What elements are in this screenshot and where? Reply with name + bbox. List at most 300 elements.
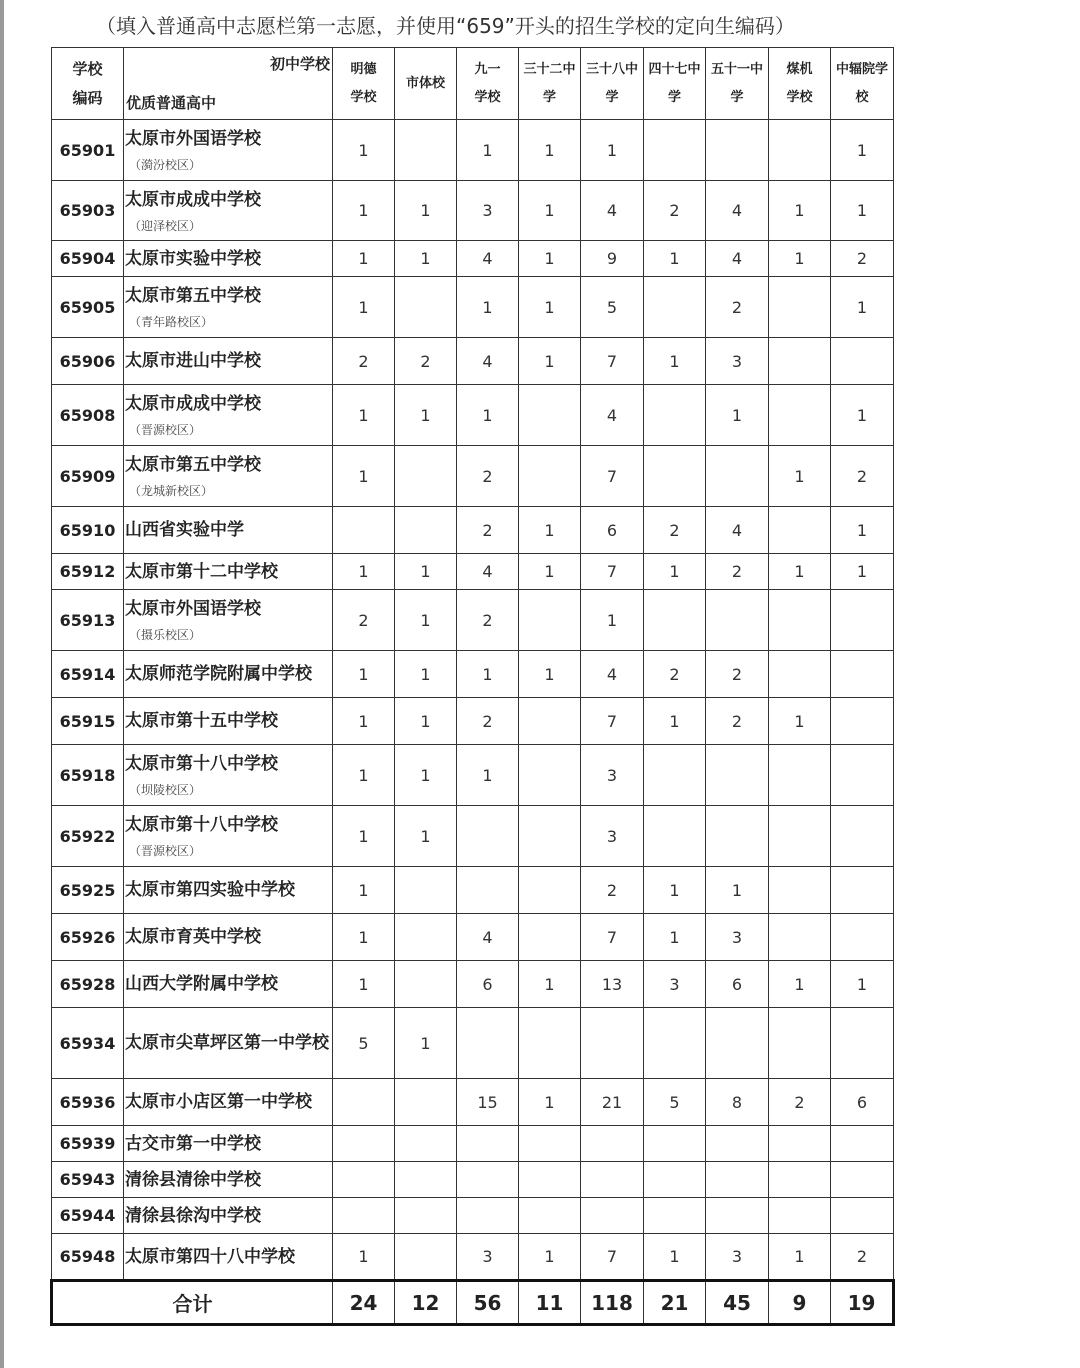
school-name: 太原师范学院附属中学校 — [125, 664, 312, 684]
quota-cell: 5 — [581, 277, 644, 338]
quota-cell — [519, 914, 581, 961]
quota-cell — [769, 1126, 831, 1162]
quota-cell: 7 — [581, 698, 644, 745]
header-col-1 — [333, 48, 395, 120]
header-col-top: 三十二中 — [523, 61, 576, 77]
header-name-cell — [124, 48, 333, 120]
quota-cell: 1 — [519, 554, 581, 590]
school-name-cell — [124, 914, 333, 961]
quota-cell: 2 — [831, 446, 894, 507]
quota-cell — [457, 1126, 519, 1162]
header-col-bottom: 学 — [542, 89, 556, 105]
quota-cell: 1 — [395, 590, 457, 651]
table-row — [52, 914, 894, 961]
quota-cell — [519, 867, 581, 914]
quota-cell: 1 — [769, 554, 831, 590]
quota-cell — [519, 590, 581, 651]
table-row — [52, 867, 894, 914]
quota-cell: 1 — [519, 181, 581, 241]
quota-cell — [457, 1162, 519, 1198]
quota-cell: 9 — [581, 241, 644, 277]
school-name: 太原市第四十八中学校 — [125, 1246, 295, 1267]
school-code: 65901 — [52, 120, 124, 181]
quota-cell: 2 — [706, 698, 769, 745]
school-code: 65934 — [52, 1008, 124, 1079]
quota-cell: 7 — [581, 338, 644, 385]
header-col-8 — [769, 48, 831, 120]
campus-note: （龙城新校区） — [129, 484, 214, 498]
school-name: 太原市育英中学校 — [125, 927, 261, 947]
campus-note: （青年路校区） — [129, 315, 214, 329]
quota-cell: 2 — [457, 590, 519, 651]
quota-cell — [769, 745, 831, 806]
campus-note: （摄乐校区） — [129, 628, 202, 642]
quota-cell — [831, 1198, 894, 1234]
quota-cell — [769, 590, 831, 651]
quota-cell: 1 — [333, 914, 395, 961]
quota-cell: 3 — [706, 338, 769, 385]
header-col-2 — [395, 48, 457, 120]
school-name: 太原市第十五中学校 — [125, 711, 278, 731]
quota-cell: 4 — [457, 554, 519, 590]
header-col-9 — [831, 48, 894, 120]
school-name-cell — [124, 1079, 333, 1126]
quota-cell — [644, 120, 706, 181]
quota-cell: 2 — [581, 867, 644, 914]
quota-cell: 1 — [333, 1234, 395, 1281]
school-name: 太原市成成中学校 — [125, 189, 261, 210]
quota-cell: 6 — [831, 1079, 894, 1126]
school-name: 太原市进山中学校 — [125, 351, 261, 371]
quota-cell: 2 — [395, 338, 457, 385]
quota-cell: 1 — [519, 651, 581, 698]
quota-cell — [769, 651, 831, 698]
quota-cell — [519, 806, 581, 867]
table-row — [52, 651, 894, 698]
quota-cell: 1 — [831, 277, 894, 338]
quota-cell — [644, 1198, 706, 1234]
quota-cell: 2 — [831, 1234, 894, 1281]
school-name: 太原市第十八中学校 — [125, 754, 278, 774]
school-code: 65913 — [52, 590, 124, 651]
quota-cell: 2 — [457, 507, 519, 554]
quota-cell — [706, 806, 769, 867]
quota-cell — [457, 1198, 519, 1234]
quota-cell: 1 — [581, 590, 644, 651]
quota-cell: 13 — [581, 961, 644, 1008]
quota-cell — [706, 1008, 769, 1079]
campus-note: （迎泽校区） — [129, 218, 202, 233]
school-name: 太原市第十八中学校 — [125, 815, 278, 835]
school-code: 65905 — [52, 277, 124, 338]
quota-cell — [831, 1126, 894, 1162]
quota-cell — [581, 1008, 644, 1079]
school-name: 清徐县徐沟中学校 — [125, 1205, 261, 1226]
quota-cell: 1 — [644, 914, 706, 961]
school-name-cell — [124, 338, 333, 385]
quota-cell: 1 — [644, 241, 706, 277]
total-value: 19 — [831, 1281, 894, 1325]
quota-cell: 4 — [457, 338, 519, 385]
quota-cell — [519, 745, 581, 806]
school-name-cell — [124, 277, 333, 338]
header-code-bottom: 编码 — [72, 88, 103, 107]
quota-cell: 1 — [831, 120, 894, 181]
header-col-bottom: 学校 — [474, 89, 501, 105]
quota-cell: 1 — [395, 651, 457, 698]
table-row — [52, 961, 894, 1008]
table-row — [52, 1234, 894, 1281]
school-code: 65908 — [52, 385, 124, 446]
quota-cell: 1 — [333, 277, 395, 338]
quota-cell: 1 — [769, 446, 831, 507]
quota-cell: 1 — [519, 1079, 581, 1126]
table-row — [52, 554, 894, 590]
school-name: 古交市第一中学校 — [125, 1133, 261, 1154]
header-col-bottom: 学 — [667, 89, 681, 105]
quota-cell — [457, 806, 519, 867]
quota-cell: 1 — [831, 507, 894, 554]
quota-cell: 1 — [395, 806, 457, 867]
quota-cell — [706, 1162, 769, 1198]
header-col-bottom: 校 — [855, 89, 869, 105]
quota-cell — [333, 507, 395, 554]
instruction-caption: （填入普通高中志愿栏第一志愿，并使用“659”开头的招生学校的定向生编码） — [96, 14, 795, 38]
header-col-bottom: 学 — [730, 89, 744, 105]
school-name: 清徐县清徐中学校 — [125, 1169, 261, 1190]
table-row — [52, 590, 894, 651]
quota-cell: 1 — [333, 867, 395, 914]
quota-cell: 1 — [333, 446, 395, 507]
quota-cell: 7 — [581, 446, 644, 507]
school-code: 65910 — [52, 507, 124, 554]
quota-cell — [519, 1008, 581, 1079]
quota-cell: 2 — [706, 651, 769, 698]
table-row — [52, 1198, 894, 1234]
quota-cell — [519, 698, 581, 745]
quota-cell — [519, 1162, 581, 1198]
school-name-cell — [124, 1008, 333, 1079]
header-col-3 — [457, 48, 519, 120]
quota-cell: 1 — [519, 338, 581, 385]
quota-cell — [644, 590, 706, 651]
quota-cell: 1 — [519, 1234, 581, 1281]
school-code: 65914 — [52, 651, 124, 698]
quota-cell: 1 — [519, 120, 581, 181]
quota-cell: 2 — [457, 698, 519, 745]
quota-cell: 1 — [333, 745, 395, 806]
header-col-top: 四十七中 — [648, 61, 701, 77]
left-edge-rule — [0, 0, 4, 1368]
quota-cell — [457, 1008, 519, 1079]
quota-cell: 1 — [333, 385, 395, 446]
school-name-cell — [124, 1162, 333, 1198]
quota-cell: 4 — [457, 241, 519, 277]
school-name-cell — [124, 1198, 333, 1234]
quota-cell — [395, 1198, 457, 1234]
quota-cell: 4 — [457, 914, 519, 961]
school-code: 65936 — [52, 1079, 124, 1126]
quota-cell — [831, 914, 894, 961]
table-row — [52, 277, 894, 338]
quota-cell: 1 — [395, 385, 457, 446]
table-body — [52, 48, 894, 1325]
school-name-cell — [124, 120, 333, 181]
quota-cell — [769, 120, 831, 181]
school-name: 太原市尖草坪区第一中学校 — [125, 1033, 329, 1053]
quota-cell: 1 — [395, 241, 457, 277]
quota-cell: 1 — [644, 698, 706, 745]
quota-cell — [395, 1126, 457, 1162]
table-row — [52, 338, 894, 385]
quota-cell: 1 — [457, 651, 519, 698]
quota-cell: 1 — [769, 1234, 831, 1281]
quota-cell: 3 — [457, 1234, 519, 1281]
quota-cell: 6 — [457, 961, 519, 1008]
school-name: 山西大学附属中学校 — [125, 974, 278, 994]
quota-cell: 4 — [706, 241, 769, 277]
quota-cell — [769, 338, 831, 385]
table-row — [52, 806, 894, 867]
quota-cell — [831, 698, 894, 745]
school-code: 65948 — [52, 1234, 124, 1281]
school-code: 65912 — [52, 554, 124, 590]
total-row — [52, 1281, 894, 1325]
school-name-cell — [124, 181, 333, 241]
quota-cell: 2 — [644, 651, 706, 698]
school-name-cell — [124, 241, 333, 277]
total-value: 118 — [581, 1281, 644, 1325]
quota-cell — [706, 1198, 769, 1234]
quota-cell — [395, 446, 457, 507]
quota-cell: 5 — [644, 1079, 706, 1126]
quota-cell — [706, 120, 769, 181]
quota-cell — [769, 1008, 831, 1079]
quota-cell: 4 — [706, 507, 769, 554]
header-col-top: 市体校 — [405, 75, 445, 91]
school-code: 65925 — [52, 867, 124, 914]
table-row — [52, 241, 894, 277]
quota-cell: 1 — [769, 241, 831, 277]
quota-cell — [831, 1162, 894, 1198]
quota-cell: 2 — [644, 181, 706, 241]
table-row — [52, 745, 894, 806]
quota-cell — [644, 446, 706, 507]
quota-cell — [581, 1198, 644, 1234]
quota-cell — [644, 385, 706, 446]
header-col-top: 三十八中 — [585, 61, 638, 77]
quota-cell — [831, 1008, 894, 1079]
quota-cell: 1 — [395, 698, 457, 745]
quota-cell: 1 — [457, 385, 519, 446]
header-col-top: 五十一中 — [710, 61, 763, 77]
quota-cell — [519, 1126, 581, 1162]
quota-cell: 1 — [395, 181, 457, 241]
table-row — [52, 1162, 894, 1198]
header-col-7 — [706, 48, 769, 120]
quota-cell: 2 — [769, 1079, 831, 1126]
quota-cell: 1 — [457, 745, 519, 806]
quota-cell: 1 — [581, 120, 644, 181]
quota-cell: 1 — [706, 385, 769, 446]
school-code: 65943 — [52, 1162, 124, 1198]
quota-cell: 1 — [831, 181, 894, 241]
quota-cell — [395, 961, 457, 1008]
table-row — [52, 507, 894, 554]
quota-cell: 2 — [333, 590, 395, 651]
quota-cell: 1 — [831, 554, 894, 590]
school-name-cell — [124, 446, 333, 507]
quota-cell: 3 — [706, 914, 769, 961]
school-name-cell — [124, 961, 333, 1008]
quota-cell: 5 — [333, 1008, 395, 1079]
school-name-cell — [124, 554, 333, 590]
total-value: 9 — [769, 1281, 831, 1325]
quota-cell — [395, 867, 457, 914]
school-name-cell — [124, 698, 333, 745]
header-high-school-label: 优质普通高中 — [126, 94, 217, 112]
quota-cell: 1 — [831, 385, 894, 446]
quota-cell: 1 — [644, 867, 706, 914]
header-col-top: 中辐院学 — [835, 61, 888, 77]
quota-cell — [519, 385, 581, 446]
quota-cell: 3 — [706, 1234, 769, 1281]
school-code: 65928 — [52, 961, 124, 1008]
quota-cell: 1 — [706, 867, 769, 914]
quota-cell: 1 — [333, 181, 395, 241]
total-value: 11 — [519, 1281, 581, 1325]
header-col-top: 九一 — [474, 61, 501, 77]
quota-cell — [644, 745, 706, 806]
quota-cell — [333, 1198, 395, 1234]
quota-cell: 1 — [457, 120, 519, 181]
header-col-top: 明德 — [350, 61, 377, 77]
school-code: 65915 — [52, 698, 124, 745]
quota-cell — [644, 806, 706, 867]
table-header-row — [52, 48, 894, 120]
quota-cell: 7 — [581, 554, 644, 590]
quota-cell — [831, 338, 894, 385]
school-name-cell — [124, 651, 333, 698]
quota-cell: 1 — [333, 120, 395, 181]
quota-cell — [706, 446, 769, 507]
quota-cell: 1 — [333, 806, 395, 867]
table-row — [52, 181, 894, 241]
quota-cell — [395, 277, 457, 338]
quota-cell: 1 — [395, 745, 457, 806]
quota-cell — [769, 277, 831, 338]
quota-cell: 3 — [581, 806, 644, 867]
school-name: 太原市成成中学校 — [125, 394, 261, 414]
quota-cell: 1 — [831, 961, 894, 1008]
quota-cell: 1 — [519, 961, 581, 1008]
quota-table — [50, 47, 895, 1326]
school-code: 65944 — [52, 1198, 124, 1234]
school-name: 太原市第四实验中学校 — [125, 880, 295, 900]
quota-cell — [395, 1079, 457, 1126]
quota-cell — [333, 1162, 395, 1198]
school-name-cell — [124, 385, 333, 446]
school-name: 太原市实验中学校 — [125, 248, 261, 269]
quota-cell: 7 — [581, 914, 644, 961]
total-value: 21 — [644, 1281, 706, 1325]
school-code: 65918 — [52, 745, 124, 806]
campus-note: （晋源校区） — [129, 423, 202, 437]
quota-cell: 2 — [457, 446, 519, 507]
quota-cell — [706, 1126, 769, 1162]
quota-cell — [395, 120, 457, 181]
quota-cell: 2 — [644, 507, 706, 554]
total-value: 12 — [395, 1281, 457, 1325]
quota-cell: 3 — [581, 745, 644, 806]
header-code-cell — [52, 48, 124, 120]
school-name-cell — [124, 745, 333, 806]
school-name: 太原市第五中学校 — [125, 286, 261, 306]
quota-cell: 1 — [644, 1234, 706, 1281]
total-value: 24 — [333, 1281, 395, 1325]
quota-cell — [831, 745, 894, 806]
school-name: 太原市第五中学校 — [125, 455, 261, 475]
quota-cell — [644, 1008, 706, 1079]
school-code: 65903 — [52, 181, 124, 241]
quota-cell: 6 — [581, 507, 644, 554]
quota-cell: 1 — [769, 181, 831, 241]
quota-cell: 2 — [706, 277, 769, 338]
school-name-cell — [124, 867, 333, 914]
quota-cell: 4 — [581, 385, 644, 446]
quota-cell — [769, 867, 831, 914]
quota-cell — [457, 867, 519, 914]
school-name-cell — [124, 1126, 333, 1162]
quota-cell — [769, 507, 831, 554]
quota-cell — [706, 745, 769, 806]
header-col-bottom: 学 — [605, 89, 619, 105]
quota-cell: 3 — [457, 181, 519, 241]
header-code-top: 学校 — [72, 59, 103, 78]
quota-cell: 1 — [395, 1008, 457, 1079]
quota-cell — [706, 590, 769, 651]
school-name: 太原市外国语学校 — [125, 599, 261, 619]
quota-cell: 1 — [333, 241, 395, 277]
header-col-4 — [519, 48, 581, 120]
quota-cell: 1 — [519, 507, 581, 554]
quota-cell: 1 — [519, 241, 581, 277]
quota-cell — [831, 867, 894, 914]
quota-cell — [333, 1126, 395, 1162]
header-col-top: 煤机 — [786, 61, 813, 77]
quota-cell — [831, 806, 894, 867]
quota-cell — [769, 1162, 831, 1198]
header-col-6 — [644, 48, 706, 120]
quota-cell: 2 — [831, 241, 894, 277]
school-name-cell — [124, 806, 333, 867]
quota-cell — [644, 1126, 706, 1162]
quota-cell: 7 — [581, 1234, 644, 1281]
quota-cell: 1 — [333, 698, 395, 745]
quota-cell: 1 — [395, 554, 457, 590]
quota-cell — [769, 1198, 831, 1234]
quota-cell — [395, 914, 457, 961]
total-label: 合计 — [52, 1281, 333, 1325]
quota-cell: 8 — [706, 1079, 769, 1126]
school-name-cell — [124, 590, 333, 651]
quota-cell: 4 — [706, 181, 769, 241]
school-name-cell — [124, 1234, 333, 1281]
quota-cell: 1 — [333, 961, 395, 1008]
table-row — [52, 385, 894, 446]
school-code: 65906 — [52, 338, 124, 385]
quota-cell: 21 — [581, 1079, 644, 1126]
